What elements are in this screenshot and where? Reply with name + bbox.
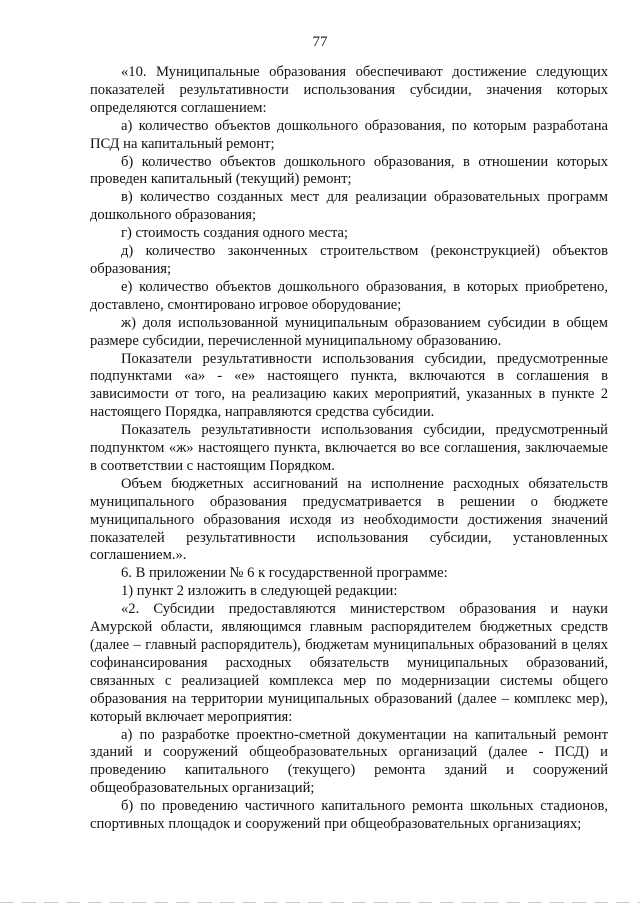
paragraph-appendix-6: 6. В приложении № 6 к государственной программе:	[121, 565, 448, 582]
paragraph-subitem-v: в) количество созданных мест для реализации образовательных программ дошкольного образования;	[90, 189, 608, 224]
paragraph-item-2-subsidies: «2. Субсидии предоставляются министерством образования и науки Амурской области, являющимся главным распорядителем бюджетных средств (далее – главный распорядитель), бюджетам муниципальных образований в целях софинансирования расходных обязательств муниципальных образований, связанных с реализацией комплекса мер по модернизации системы общего образования на территории муниципальных образований (далее – комплекс мер), который включает мероприятия:	[90, 601, 608, 725]
paragraph-budget-allocations: Объем бюджетных ассигнований на исполнение расходных обязательств муниципального образования предусматривается в решении о бюджете муниципального образования исходя из необходимости достижения значений показателей результативности использования субсидии, установленных соглашением.».	[90, 475, 608, 564]
paragraph-subitem-g: г) стоимость создания одного места;	[121, 225, 349, 242]
paragraph-subitem-e: е) количество объектов дошкольного образования, в которых приобретено, доставлено, смонтировано игровое оборудование;	[90, 278, 608, 313]
paragraph-subitem-zh: ж) доля использованной муниципальным образованием субсидии в общем размере субсидии, перечисленной муниципальному образованию.	[90, 314, 608, 349]
page-number: 77	[312, 34, 328, 50]
paragraph-indicator-zh: Показатель результативности использования субсидии, предусмотренный подпунктом «ж» настоящего пункта, включается во все соглашения, заключаемые в соответствии с настоящим Порядком.	[90, 422, 608, 474]
paragraph-subitem-a: а) количество объектов дошкольного образования, по которым разработана ПСД на капитальный ремонт;	[90, 117, 608, 152]
paragraph-item-10-intro: «10. Муниципальные образования обеспечивают достижение следующих показателей результативности использования субсидии, значения которых определяются соглашением:	[90, 64, 608, 116]
paragraph-subitem-b: б) количество объектов дошкольного образования, в отношении которых проведен капитальный (текущий) ремонт;	[90, 153, 608, 188]
paragraph-subitem-d: д) количество законченных строительством (реконструкцией) объектов образования;	[90, 243, 608, 277]
paragraph-measure-a: а) по разработке проектно-сметной документации на капитальный ремонт зданий и сооружений общеобразовательных организаций (далее - ПСД) и проведению капитального (текущего) ремонта зданий и сооружений общеобразовательных организаций;	[90, 726, 608, 797]
paragraph-measure-b: б) по проведению частичного капитального ремонта школьных стадионов, спортивных площадок и сооружений при общеобразовательных организациях;	[90, 798, 608, 833]
paragraph-indicators-a-e: Показатели результативности использования субсидии, предусмотренные подпунктами «а» - «е» настоящего пункта, включаются в соглашения в зависимости от того, на реализацию каких мероприятий, указанных в пункте 2 настоящего Порядка, направляются средства субсидии.	[90, 350, 608, 421]
paragraph-point-2-edit: 1) пункт 2 изложить в следующей редакции:	[121, 583, 398, 600]
document-body	[90, 64, 608, 834]
scan-bottom-edge	[0, 902, 640, 903]
